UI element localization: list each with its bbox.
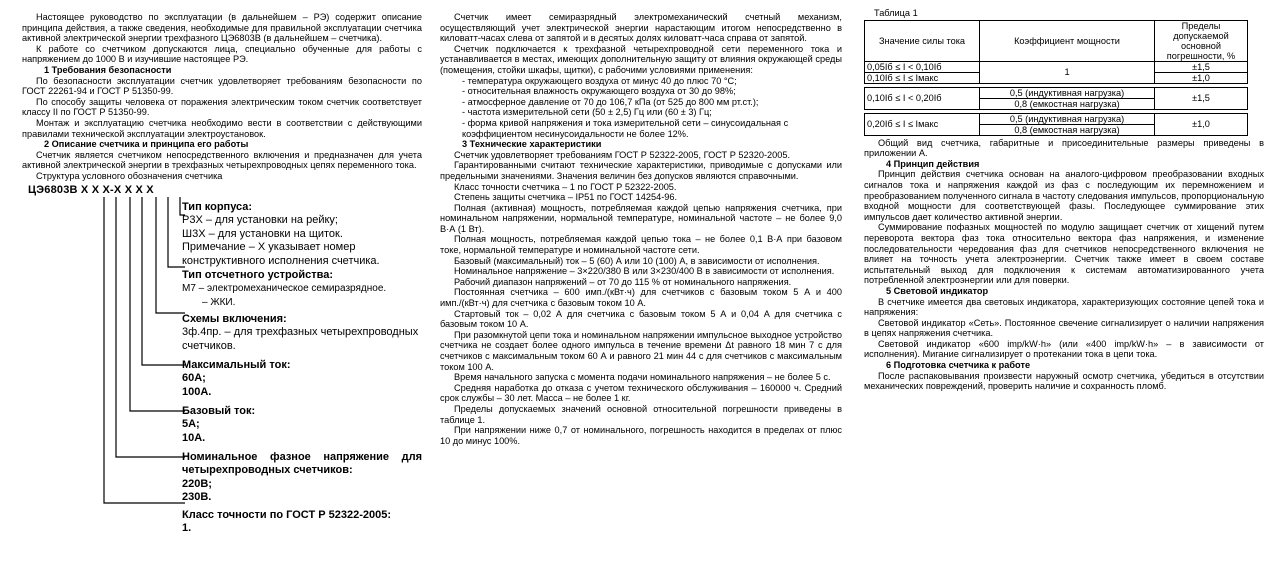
case-type-note: Примечание – Х указывает номер конструктивного исполнения счетчика. bbox=[182, 241, 380, 267]
table-cell: 0,5 (индуктивная нагрузка) bbox=[980, 113, 1155, 124]
intro-paragraph: Настоящее руководство по эксплуатации (в дальнейшем – РЭ) содержит описание принципа действия, а также сведения, необходимые для правильной эксплуатации счетчика активной электрической энергии трехфазного ЦЭ6803В (в дальнейшем – счетчика). bbox=[22, 12, 422, 44]
body-paragraph: Структура условного обозначения счетчика bbox=[36, 170, 223, 181]
body-paragraph: По способу защиты человека от поражения электрическим током счетчик соответствует классу II по ГОСТ Р 51350-99. bbox=[22, 96, 422, 118]
base-current-block bbox=[182, 405, 422, 446]
section-heading: 3 Технические характеристики bbox=[462, 139, 602, 150]
table-cell: 0,8 (емкостная нагрузка) bbox=[980, 124, 1155, 135]
body-paragraph: Стартовый ток – 0,02 А для счетчика с базовым током 5 А и 0,04 А для счетчика с базовым током 10 А. bbox=[440, 308, 842, 330]
max-current-100: 100А. bbox=[182, 385, 212, 398]
table-header-row bbox=[865, 20, 1248, 61]
body-paragraph: Счетчик удовлетворяет требованиям ГОСТ Р 52322-2005, ГОСТ Р 52320-2005. bbox=[454, 149, 790, 160]
case-type-block bbox=[182, 201, 422, 269]
list-item: - форма кривой напряжения и тока измерительной сети – синусоидальная с коэффициентом несинусоидальности не более 12%. bbox=[462, 118, 842, 139]
column-middle bbox=[440, 12, 842, 446]
body-paragraph: Счетчик подключается к трехфазной четырехпроводной сети переменного тока и устанавливается в местах, имеющих дополнительную защиту от влияния окружающей среды (помещения, стойки шкафы, щитки), с рабочими условиями применения: bbox=[440, 43, 842, 75]
body-paragraph: При напряжении ниже 0,7 от номинального, погрешность находится в пределах от плюс 10 до минус 100%. bbox=[440, 425, 842, 446]
case-type-panel: Ш3Х – для установки на щиток. bbox=[182, 227, 343, 240]
max-current-title: Максимальный ток: bbox=[182, 358, 291, 371]
intro-paragraph: К работе со счетчиком допускаются лица, специально обученные для работы с напряжением до 1000 В и изучившие настоящее РЭ. bbox=[22, 43, 422, 65]
max-current-block bbox=[182, 359, 422, 400]
list-item: - температура окружающего воздуха от минус 40 до плюс 70 °С; bbox=[462, 76, 842, 87]
base-current-title: Базовый ток: bbox=[182, 404, 256, 417]
table-cell: 0,8 (емкостная нагрузка) bbox=[980, 98, 1155, 109]
max-current-60: 60А; bbox=[182, 372, 206, 385]
table-cell: 0,10Iб ≤ I < 0,20Iб bbox=[865, 87, 980, 109]
nominal-voltage-220: 220В; bbox=[182, 477, 212, 490]
table-cell: ±1,5 bbox=[1155, 61, 1248, 72]
table-cell: ±1,0 bbox=[1155, 72, 1248, 83]
body-paragraph: Время начального запуска с момента подачи номинального напряжения – не более 5 с. bbox=[454, 372, 831, 383]
body-paragraph: Полная мощность, потребляемая каждой цепью тока – не более 0,1 В·А при базовом токе, нормальной температуре и номинальной частоте сети. bbox=[440, 234, 842, 256]
body-paragraph: В счетчике имеется два световых индикатора, характеризующих состояние цепей тока и напряжения: bbox=[864, 296, 1264, 318]
designation-structure-diagram bbox=[22, 183, 422, 535]
body-paragraph: Постоянная счетчика – 600 имп./(кВт·ч) для счетчиков с базовым током 5 А и 400 имп./(кВт·ч) для счетчика с базовым током 10 А. bbox=[440, 287, 842, 309]
accuracy-class-value: 1. bbox=[182, 522, 192, 535]
body-paragraph: Гарантированными считают технические характеристики, приводимые с допусками или предельными значениями. Значения величин без допусков являются справочными. bbox=[440, 160, 842, 181]
case-type-title: Тип корпуса: bbox=[182, 200, 253, 213]
table-header-cell: Пределы допускаемой основной погрешности, % bbox=[1155, 20, 1248, 61]
table-header-cell: Значение силы тока bbox=[865, 20, 980, 61]
body-paragraph: По безопасности эксплуатации счетчик удовлетворяет требованиям безопасности по ГОСТ 22261-94 и ГОСТ Р 51350-99. bbox=[22, 75, 422, 97]
connection-scheme-block bbox=[182, 313, 422, 354]
body-paragraph: Номинальное напряжение – 3×220/380 В или 3×230/400 В в зависимости от исполнения. bbox=[454, 266, 835, 277]
table-cell: 0,20Iб ≤ I ≤ Iмакс bbox=[865, 113, 980, 135]
table-row bbox=[865, 61, 1248, 72]
table-cell: 0,5 (индуктивная нагрузка) bbox=[980, 87, 1155, 98]
case-type-rail: Р3Х – для установки на рейку; bbox=[182, 214, 338, 227]
table-cell: 0,05Iб ≤ I < 0,10Iб bbox=[865, 61, 980, 72]
section-heading: 2 Описание счетчика и принципа его работы bbox=[44, 139, 249, 150]
section-heading: 4 Принцип действия bbox=[886, 158, 980, 169]
accuracy-class-title: Класс точности по ГОСТ Р 52322-2005: bbox=[182, 508, 392, 521]
column-right bbox=[864, 8, 1264, 392]
table-caption: Таблица 1 bbox=[874, 8, 918, 18]
table-row bbox=[865, 113, 1248, 124]
body-paragraph: Пределы допускаемых значений основной относительной погрешности приведены в таблице 1. bbox=[440, 403, 842, 425]
body-paragraph: Общий вид счетчика, габаритные и присоединительные размеры приведены в приложении А. bbox=[864, 137, 1264, 159]
body-paragraph: Класс точности счетчика – 1 по ГОСТ Р 52322-2005. bbox=[454, 181, 677, 192]
body-paragraph: Средняя наработка до отказа с учетом технического обслуживания – 160000 ч. Средний срок службы – 30 лет. Масса – не более 1 кг. bbox=[440, 382, 842, 404]
column-left bbox=[22, 12, 422, 535]
body-paragraph: Полная (активная) мощность, потребляемая каждой цепью напряжения счетчика, при номинальном напряжении, нормальной температуре, номинальной частоте – не более 9,0 В·А (1 Вт). bbox=[440, 202, 842, 234]
section-heading: 6 Подготовка счетчика к работе bbox=[886, 360, 1031, 371]
error-limits-table bbox=[864, 20, 1248, 136]
body-paragraph: При разомкнутой цепи тока и номинальном напряжении импульсное выходное устройство счетчика не создает более одного импульса в течение времени Δt равного 18 мин 7 с для счетчиков с максимальным током 60 А и равного 21 мин 44 с для счетчиков с максимальным током 100 А. bbox=[440, 329, 842, 372]
table-cell: ±1,0 bbox=[1155, 113, 1248, 135]
section-heading: 1 Требования безопасности bbox=[44, 64, 172, 75]
connection-scheme-value: 3ф.4пр. – для трехфазных четырехпроводных счетчиков. bbox=[182, 326, 419, 352]
nominal-voltage-title: Номинальное фазное напряжение для четырехпроводных счетчиков: bbox=[182, 450, 422, 477]
table-cell: 1 bbox=[980, 61, 1155, 83]
body-paragraph: Суммирование пофазных мощностей по модулю защищает счетчик от хищений путем переворота вектора фаз тока относительно вектора фаз напряжения, и изменение последовательности чередования фаз для счетчиков непосредственного включения не влияет на точность учета электроэнергии. Счетчик также имеет в своем составе испытательный выход для подключения к системам автоматизированного учета потребленной электроэнергии или для поверки. bbox=[864, 222, 1264, 286]
table-header-cell: Коэффициент мощности bbox=[980, 20, 1155, 61]
table-row bbox=[865, 87, 1248, 98]
list-item: - частота измерительной сети (50 ± 2,5) Гц или (60 ± 3) Гц; bbox=[462, 107, 842, 118]
list-item: - атмосферное давление от 70 до 106,7 кПа (от 525 до 800 мм рт.ст.); bbox=[462, 97, 842, 108]
base-current-5: 5А; bbox=[182, 418, 200, 431]
body-paragraph: Световой индикатор «600 imp/kW·h» (или «400 imp/kW·h» – в зависимости от исполнения). Мигание сигнализирует о протекании тока в цепи тока. bbox=[864, 338, 1264, 360]
body-paragraph: Базовый (максимальный) ток – 5 (60) А или 10 (100) А, в зависимости от исполнения. bbox=[454, 255, 820, 266]
register-type-m7: М7 – электромеханическое семиразрядное. bbox=[182, 283, 387, 295]
body-paragraph: Счетчик имеет семиразрядный электромеханический счетный механизм, осуществляющий учет электрической энергии нарастающим итогом непосредственно в киловатт-часах слева от запятой и в десятых долях киловатт-часа справа от запятой. bbox=[440, 12, 842, 44]
body-paragraph: Счетчик является счетчиком непосредственного включения и предназначен для учета активной электрической энергии в трехфазных четырехпроводных цепях переменного тока. bbox=[22, 149, 422, 171]
nominal-voltage-block bbox=[182, 451, 422, 505]
register-type-title: Тип отсчетного устройства: bbox=[182, 268, 334, 281]
connection-scheme-title: Схемы включения: bbox=[182, 312, 287, 325]
register-type-block bbox=[182, 269, 422, 310]
model-designation: ЦЭ6803В Х Х Х-Х Х Х Х bbox=[28, 183, 154, 196]
section-heading: 5 Световой индикатор bbox=[886, 285, 989, 296]
nominal-voltage-230: 230В. bbox=[182, 491, 212, 504]
body-paragraph: Принцип действия счетчика основан на аналого-цифровом преобразовании входных сигналов тока и напряжения каждой из фаз с последующим их перемножением и преобразованием полученного сигнала в частоту следования импульсов, пропорциональную входной мощности для соответствующей фазы. Последующее суммирование этих импульсов дает количество активной энергии. bbox=[864, 169, 1264, 222]
table-cell: 0,10Iб ≤ I ≤ Iмакс bbox=[865, 72, 980, 83]
accuracy-class-block bbox=[182, 509, 422, 536]
register-type-lcd: – ЖКИ. bbox=[202, 296, 236, 308]
table-cell: ±1,5 bbox=[1155, 87, 1248, 109]
operating-conditions-list bbox=[440, 76, 842, 140]
body-paragraph: Световой индикатор «Сеть». Постоянное свечение сигнализирует о наличии напряжения в цепях напряжения счетчика. bbox=[864, 317, 1264, 339]
body-paragraph: Монтаж и эксплуатацию счетчика необходимо вести в соответствии с действующими правилами технической эксплуатации электроустановок. bbox=[22, 117, 422, 139]
body-paragraph: После распаковывания произвести наружный осмотр счетчика, убедиться в отсутствии механических повреждений, проверить наличие и сохранность пломб. bbox=[864, 370, 1264, 392]
list-item: - относительная влажность окружающего воздуха от 30 до 98%; bbox=[462, 86, 842, 97]
base-current-10: 10А. bbox=[182, 431, 206, 444]
body-paragraph: Степень защиты счетчика – IP51 по ГОСТ 14254-96. bbox=[454, 192, 678, 203]
body-paragraph: Рабочий диапазон напряжений – от 70 до 115 % от номинального напряжения. bbox=[454, 276, 792, 287]
